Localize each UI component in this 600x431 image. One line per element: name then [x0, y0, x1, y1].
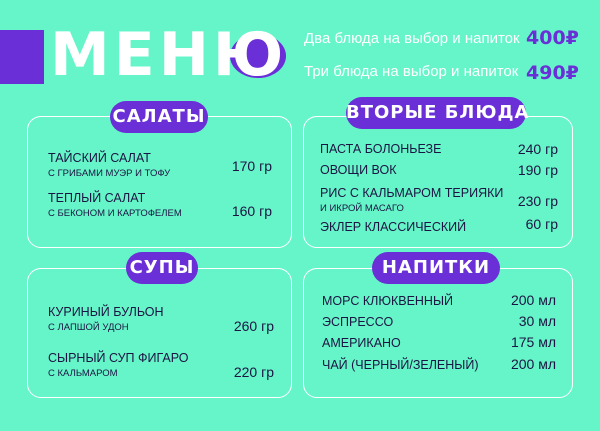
salads-card [27, 116, 292, 248]
soup-2-name: СЫРНЫЙ СУП ФИГАРО [48, 351, 189, 365]
salad-2-sub: С БЕКОНОМ И КАРТОФЕЛЕМ [48, 208, 182, 219]
drink-3-name: АМЕРИКАНО [322, 336, 401, 350]
drink-2-qty: 30 мл [518, 313, 556, 329]
menu-title: МЕНЮ [50, 20, 288, 90]
drinks-card [303, 268, 573, 398]
drinks-heading: НАПИТКИ [372, 252, 500, 284]
drink-1-name: МОРС КЛЮКВЕННЫЙ [322, 294, 454, 308]
main-4-name: ЭКЛЕР КЛАССИЧЕСКИЙ [320, 220, 467, 234]
offer-two-dishes: Два блюда на выбор и напиток [304, 30, 520, 47]
soup-2-sub: С КАЛЬМАРОМ [48, 368, 118, 379]
drink-2-name: ЭСПРЕССО [322, 315, 394, 329]
main-2-qty: 190 гр [517, 162, 558, 178]
offer-two-dishes-price: 400₽ [526, 27, 579, 49]
drink-1-qty: 200 мл [510, 292, 556, 308]
salad-2-qty: 160 гр [231, 203, 272, 219]
offer-three-dishes: Три блюда на выбор и напиток [304, 63, 519, 80]
main-4-qty: 60 гр [525, 216, 558, 232]
main-3-qty: 230 гр [517, 193, 558, 209]
drink-3-qty: 175 мл [510, 334, 556, 350]
salad-2-name: ТЕПЛЫЙ САЛАТ [48, 191, 146, 205]
soup-1-qty: 260 гр [233, 318, 274, 334]
salad-1-qty: 170 гр [231, 158, 272, 174]
title-accent-block [0, 30, 44, 84]
main-3-name: РИС С КАЛЬМАРОМ ТЕРИЯКИ [320, 186, 504, 200]
soup-1-sub: С ЛАПШОЙ УДОН [48, 322, 129, 333]
main-1-qty: 240 гр [517, 141, 558, 157]
soup-2-qty: 220 гр [233, 364, 274, 380]
salads-heading: САЛАТЫ [110, 101, 208, 133]
drink-4-name: ЧАЙ (ЧЕРНЫЙ/ЗЕЛЕНЫЙ) [322, 358, 479, 372]
main-3-sub: И ИКРОЙ МАСАГО [320, 203, 404, 214]
drink-4-qty: 200 мл [510, 356, 556, 372]
salad-1-sub: С ГРИБАМИ МУЭР И ТОФУ [48, 168, 171, 179]
soup-1-name: КУРИНЫЙ БУЛЬОН [48, 305, 164, 319]
offer-three-dishes-price: 490₽ [526, 62, 579, 84]
salad-1-name: ТАЙСКИЙ САЛАТ [48, 151, 151, 165]
main-1-name: ПАСТА БОЛОНЬЕЗЕ [320, 142, 442, 156]
soups-heading: СУПЫ [126, 252, 198, 284]
main-2-name: ОВОЩИ ВОК [320, 163, 397, 177]
mains-heading: ВТОРЫЕ БЛЮДА [346, 97, 526, 129]
